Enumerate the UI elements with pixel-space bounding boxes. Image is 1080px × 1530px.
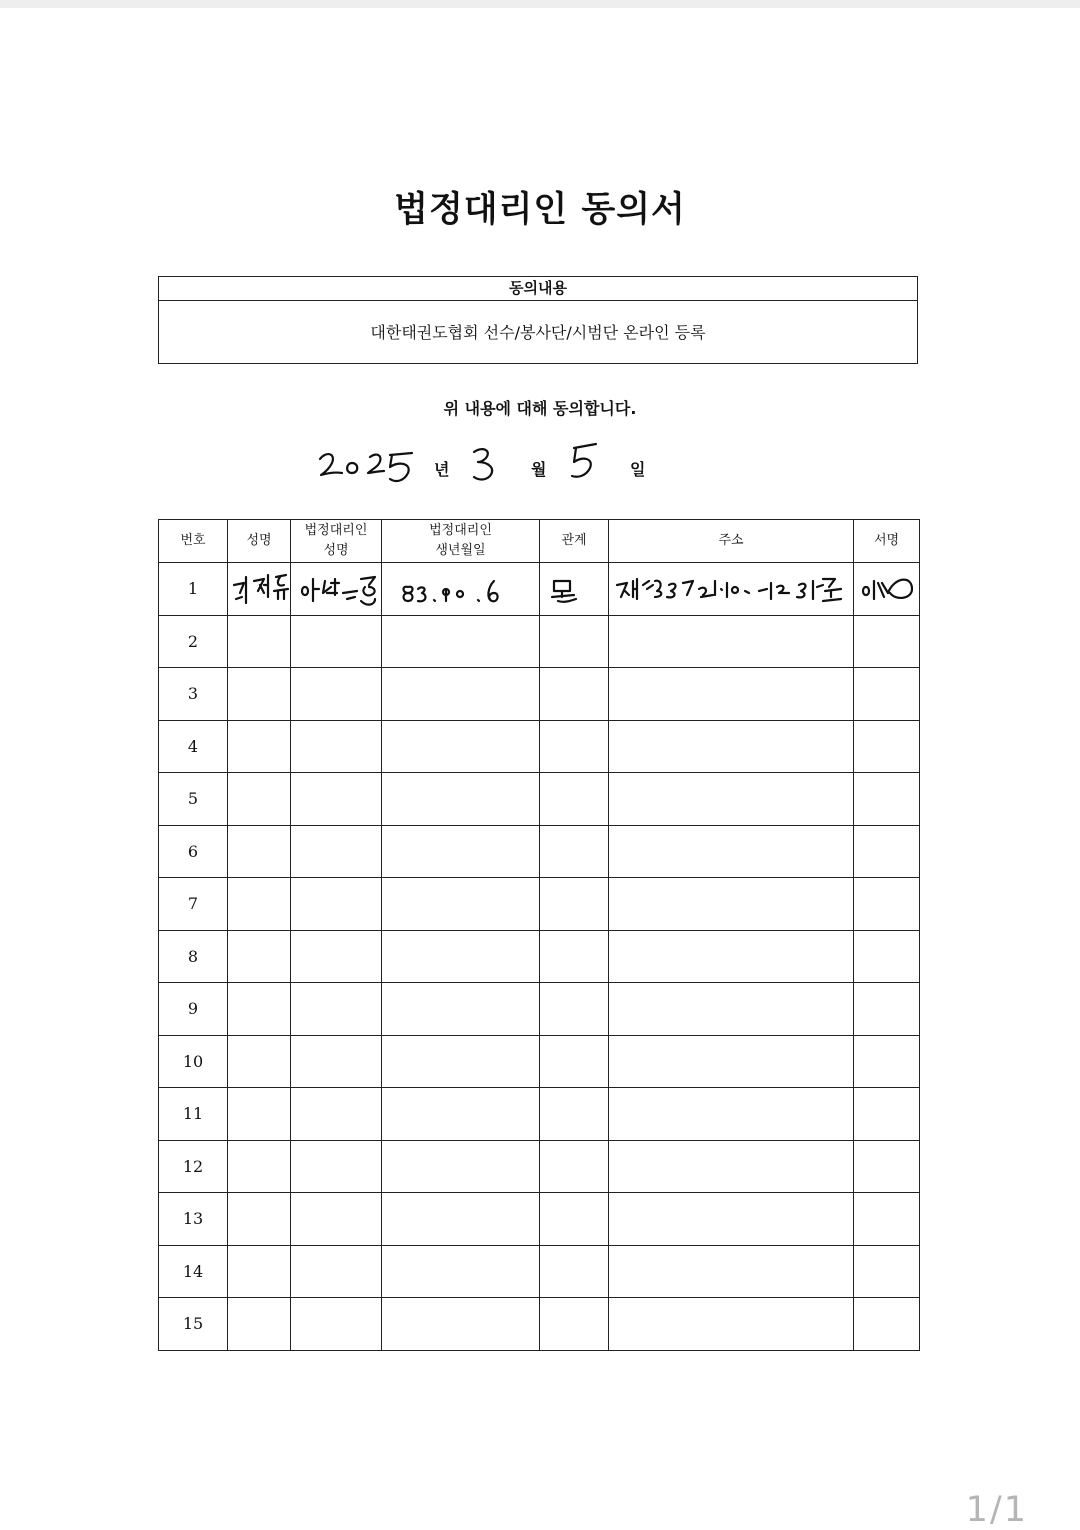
consent-body: 대한태권도협회 선수/봉사단/시범단 온라인 등록 <box>370 323 706 342</box>
handwritten-day <box>568 440 600 484</box>
row-number: 7 <box>159 878 228 931</box>
month-label: 월 <box>531 460 547 479</box>
handwritten-relationship <box>540 563 609 616</box>
consent-header: 동의내용 <box>159 277 917 301</box>
header-address: 주소 <box>609 520 854 563</box>
document-title: 법정대리인 동의서 <box>394 190 686 230</box>
day-label: 일 <box>630 460 646 479</box>
table-row <box>159 930 920 983</box>
row-number: 3 <box>159 668 228 721</box>
row-number: 12 <box>159 1140 228 1193</box>
row-number: 1 <box>159 563 228 616</box>
consent-content-box <box>158 276 918 364</box>
row-number: 9 <box>159 983 228 1036</box>
header-relationship: 관계 <box>540 520 609 563</box>
viewer-top-bar <box>0 0 1080 8</box>
header-number: 번호 <box>159 520 228 563</box>
table-row <box>159 615 920 668</box>
year-label: 년 <box>434 460 450 479</box>
table-row <box>159 878 920 931</box>
header-guardian-birthdate: 법정대리인 생년월일 <box>382 520 540 563</box>
row-number: 5 <box>159 773 228 826</box>
agree-statement: 위 내용에 대해 동의합니다. <box>443 399 637 418</box>
row-number: 10 <box>159 1035 228 1088</box>
row-number: 2 <box>159 615 228 668</box>
table-row <box>159 563 920 616</box>
table-row <box>159 983 920 1036</box>
handwritten-name <box>228 563 291 616</box>
header-guardian-name: 법정대리인 성명 <box>291 520 382 563</box>
table-row <box>159 1245 920 1298</box>
handwritten-guardian-birthdate <box>382 563 540 616</box>
row-number: 13 <box>159 1193 228 1246</box>
row-number: 15 <box>159 1298 228 1351</box>
header-name: 성명 <box>228 520 291 563</box>
table-row <box>159 668 920 721</box>
row-number: 8 <box>159 930 228 983</box>
handwritten-year <box>318 443 418 485</box>
row-number: 11 <box>159 1088 228 1141</box>
header-signature: 서명 <box>854 520 920 563</box>
handwritten-address <box>609 563 854 616</box>
table-row <box>159 1140 920 1193</box>
table-row <box>159 773 920 826</box>
row-number: 14 <box>159 1245 228 1298</box>
handwritten-month <box>470 444 500 484</box>
table-row <box>159 825 920 878</box>
row-number: 6 <box>159 825 228 878</box>
handwritten-guardian-name <box>291 563 382 616</box>
registration-table <box>158 519 920 1351</box>
table-row <box>159 1035 920 1088</box>
table-row <box>159 720 920 773</box>
table-row <box>159 1088 920 1141</box>
table-row <box>159 1298 920 1351</box>
row-number: 4 <box>159 720 228 773</box>
table-row <box>159 1193 920 1246</box>
page-indicator: 1/1 <box>965 1490 1028 1530</box>
handwritten-signature <box>854 563 920 616</box>
